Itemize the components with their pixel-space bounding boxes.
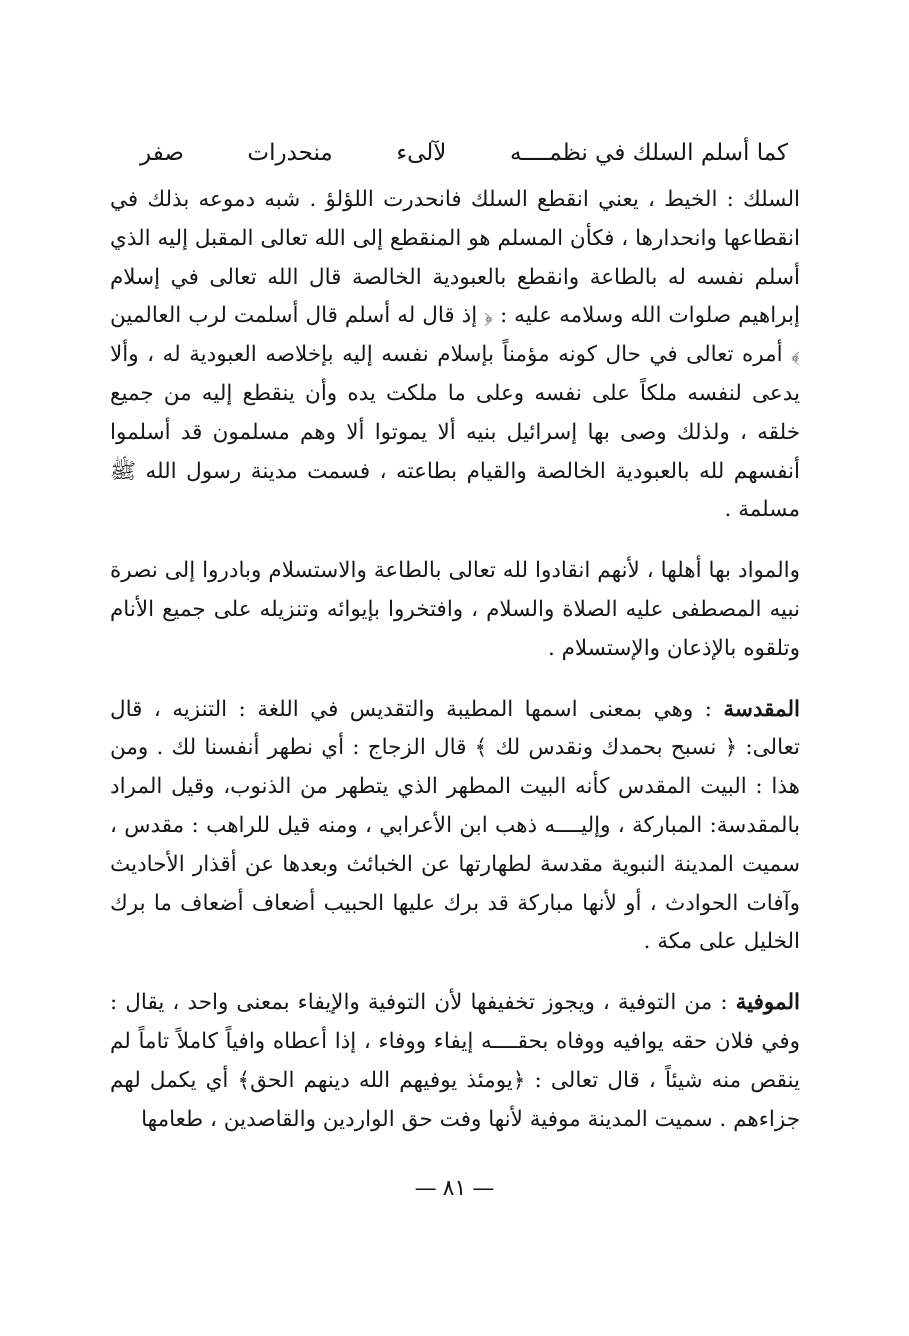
paragraph-mawad [110,552,800,668]
dash-right: — [414,1176,437,1201]
paragraph-muqaddasa [110,691,800,963]
paragraph-muwaffiya [110,984,800,1139]
paragraph-text: والمواد بها أهلها ، لأنهم انقادوا لله تعالى بالطاعة والاستسلام وبادروا إلى نصرة نبيه المصطفى عليه الصلاة والسلام ، وافتخروا بإيوائه وتنزيله على جميع الأنام وتلقوه بالإذعان والإستسلام . [110,558,800,661]
page-number-value: ٨١ [442,1176,467,1201]
verse-hemistich: منحدرات [247,140,333,166]
paragraph-term: المقدسة [723,696,800,722]
book-page [110,135,800,1275]
paragraph-term: الموفية [735,990,800,1016]
dash-left: — [472,1176,495,1201]
verse-hemistich: لآلىء [396,140,447,166]
paragraph-text: : من التوفية ، ويجوز تخفيفها لأن التوفية والإيفاء بمعنى واحد ، يقال : وفي فلان حقه يوافيه ووفاه بحقــــه إيفاء ووفاء ، إذا أعطاه وافياً كاملاً تاماً لم ينقص منه شيئاً ، قال تعالى : ﴿يومئذ يوفيهم الله دينهم الحق﴾ أي يكمل لهم جزاءهم . سميت المدينة موفية لأنها وفت حق الواردين والقاصدين ، طعامها [110,990,800,1132]
paragraph-text: السلك : الخيط ، يعني انقطع السلك فانحدرت اللؤلؤ . شبه دموعه بذلك في انقطاعها وانحدارها ، فكأن المسلم هو المنقطع إلى الله تعالى المقبل إليه الذي أسلم نفسه له بالطاعة وانقطع بالعبودية الخالصة قال الله تعالى في إسلام إبراهيم صلوات الله وسلامه عليه : ﴿ إذ قال له أسلم قال أسلمت لرب العالمين ﴾ أمره تعالى في حال كونه مؤمناً بإسلام نفسه إليه بإخلاصه العبودية له ، وألا يدعى لنفسه ملكاً على نفسه وعلى ما ملكت يده وأن ينقطع إليه من جميع خلقه ، ولذلك وصى بها إسرائيل بنيه ألا يموتوا ألا وهم مسلمون قد أسلموا أنفسهم لله بالعبودية الخالصة والقيام بطاعته ، فسمت مدينة رسول الله ﷺ مسلمة . [110,187,800,523]
page-number [0,1176,909,1201]
paragraph-text: : وهي بمعنى اسمها المطيبة والتقديس في اللغة : التنزيه ، قال تعالى: ﴿ نسبح بحمدك ونقدس لك ﴾ قال الزجاج : أي نطهر أنفسنا لك . ومن هذا : البيت المقدس كأنه البيت المطهر الذي يتطهر من الذنوب، وقيل المراد بالمقدسة: المباركة ، وإليــــه ذهب ابن الأعرابي ، ومنه قيل للراهب : مقدس ، سميت المدينة النبوية مقدسة لطهارتها عن الخبائث وبعدها عن أقذار الأحاديث وآفات الحوادث ، أو لأنها مباركة قد برك عليها الحبيب أضعاف أضعاف ما برك الخليل على مكة . [110,696,800,955]
poetry-verse [110,135,800,171]
verse-hemistich: صفر [140,140,184,166]
paragraph-salak [110,181,800,530]
verse-hemistich: كما أسلم السلك في نظمــــه [509,140,788,166]
